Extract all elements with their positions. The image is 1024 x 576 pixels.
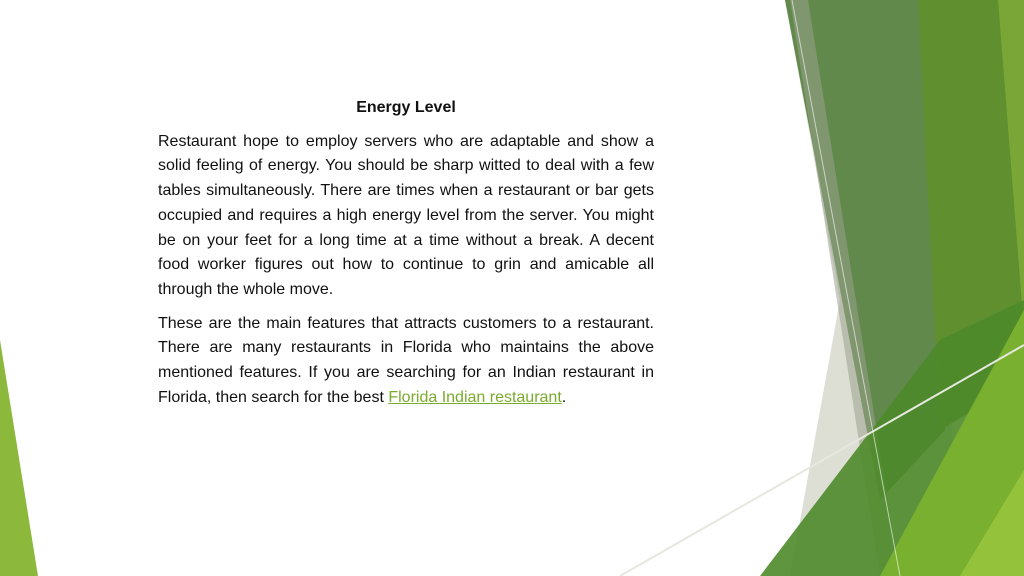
left-accent-shape <box>0 340 38 576</box>
slide-heading: Energy Level <box>356 99 456 116</box>
paragraph-features-end: . <box>561 388 567 406</box>
paragraph-features <box>158 312 654 411</box>
florida-indian-restaurant-link[interactable]: Florida Indian restaurant <box>388 388 562 406</box>
paragraph-features-text: These are the main features that attracts customers to a restaurant. There are many restaurants in Florida who maintains the above mentioned features. If you are searching for an Indian restaurant in Florida, then search for the best <box>158 314 654 406</box>
paragraph-energy-level: Restaurant hope to employ servers who are adaptable and show a solid feeling of energy. You should be sharp witted to deal with a few tables simultaneously. There are times when a restaurant or bar gets occupied and requires a high energy level from the server. You might be on your feet for a long time at a time without a break. A decent food worker figures out how to continue to grin and amicable all through the whole move. <box>158 132 654 298</box>
slide-content <box>158 96 654 419</box>
